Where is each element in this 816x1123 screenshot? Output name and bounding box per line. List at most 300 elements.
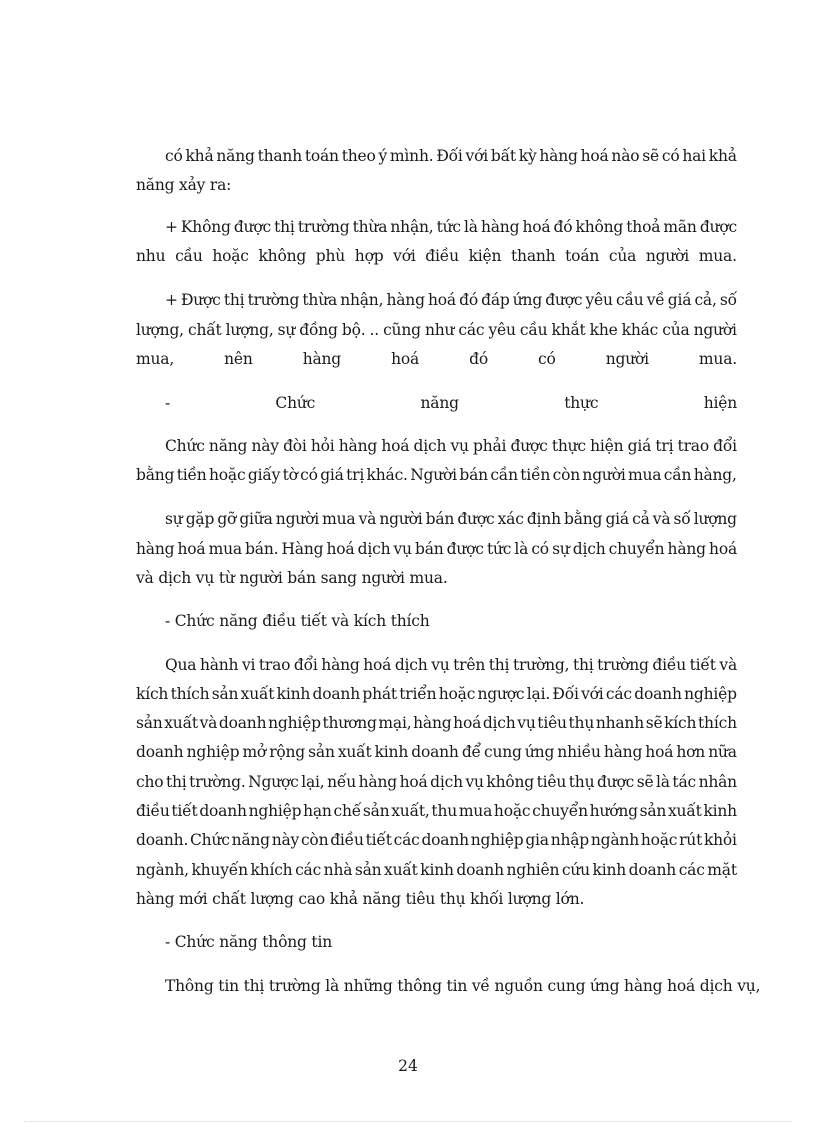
word: rút bbox=[679, 831, 703, 849]
word: nhận, bbox=[390, 218, 434, 236]
word: hướng bbox=[589, 802, 638, 820]
word: doanh. bbox=[136, 831, 189, 849]
word: các bbox=[458, 321, 485, 339]
word: hàng bbox=[321, 656, 360, 674]
word: và bbox=[199, 714, 218, 732]
word: kinh bbox=[374, 743, 409, 761]
word: mua bbox=[208, 540, 242, 558]
word: thu bbox=[431, 802, 458, 820]
word: mình. bbox=[389, 147, 434, 165]
word: tiêu bbox=[537, 714, 567, 732]
word: có bbox=[300, 466, 318, 484]
text-line bbox=[136, 713, 737, 733]
word: nữa bbox=[708, 743, 737, 761]
text-line bbox=[136, 860, 737, 880]
word: về bbox=[646, 291, 665, 309]
word: là bbox=[464, 218, 478, 236]
word: vụ bbox=[450, 437, 469, 455]
word: bằng bbox=[136, 466, 175, 484]
word: hàng bbox=[386, 291, 425, 309]
word: người bbox=[379, 510, 423, 528]
word: này bbox=[271, 831, 300, 849]
word: sự bbox=[552, 540, 570, 558]
word: lại, bbox=[301, 773, 325, 791]
word: nhân bbox=[698, 773, 737, 791]
word: nghiên bbox=[506, 861, 560, 879]
word: theo bbox=[341, 147, 376, 165]
word: cần bbox=[490, 466, 518, 484]
word: tiền bbox=[520, 466, 551, 484]
word: bất bbox=[490, 147, 516, 165]
word: phải bbox=[472, 437, 507, 455]
word: các bbox=[605, 685, 632, 703]
word: người bbox=[693, 321, 737, 339]
word: cần bbox=[663, 466, 692, 484]
word: doanh bbox=[634, 685, 682, 703]
word: nhận, bbox=[340, 291, 384, 309]
word: cầu bbox=[615, 291, 644, 309]
section-heading: - Chức năng điều tiết và kích thích bbox=[165, 612, 430, 630]
word: năng bbox=[208, 437, 248, 455]
word: doanh bbox=[421, 831, 469, 849]
word: có bbox=[165, 147, 183, 165]
page-number: 24 bbox=[398, 1057, 418, 1075]
word: vụ bbox=[465, 773, 484, 791]
word: doanh bbox=[411, 743, 459, 761]
word: sẽ bbox=[645, 714, 663, 732]
word: cung bbox=[483, 743, 522, 761]
word: điều bbox=[652, 656, 687, 674]
word: vụ bbox=[517, 714, 536, 732]
word: kinh bbox=[420, 861, 454, 879]
word: còn bbox=[552, 466, 580, 484]
word: các bbox=[393, 831, 420, 849]
word: vi bbox=[241, 656, 256, 674]
word: bán bbox=[425, 510, 455, 528]
text-line: Thông tin thị trường là những thông tin về nguồn cung ứng hàng hoá dịch vụ, bbox=[165, 977, 761, 995]
word: kích bbox=[664, 714, 697, 732]
word: hoá bbox=[645, 743, 674, 761]
word: nên bbox=[224, 350, 253, 368]
word: hợp bbox=[354, 247, 384, 265]
word: hàng bbox=[302, 350, 342, 368]
word: nghiệp bbox=[268, 714, 321, 732]
word: và bbox=[652, 510, 671, 528]
text-line bbox=[136, 320, 737, 340]
word: giá bbox=[627, 437, 652, 455]
text-line bbox=[165, 290, 737, 310]
word: giữa bbox=[239, 510, 273, 528]
word: Đối bbox=[552, 685, 579, 703]
word: mua. bbox=[698, 350, 737, 368]
word: hoặc bbox=[209, 466, 246, 484]
word: sự bbox=[165, 510, 183, 528]
word: thanh bbox=[257, 147, 302, 165]
word: thích bbox=[698, 714, 737, 732]
word: hoá bbox=[580, 147, 609, 165]
word: cầu bbox=[175, 247, 203, 265]
word: bán. bbox=[245, 540, 279, 558]
word: nghiệp bbox=[470, 831, 524, 849]
word: cứu bbox=[561, 861, 590, 879]
word: với bbox=[393, 247, 416, 265]
word: thừa bbox=[352, 218, 388, 236]
word: cả, bbox=[694, 291, 717, 309]
word: phù bbox=[315, 247, 346, 265]
word: thích bbox=[170, 685, 210, 703]
word: + bbox=[165, 291, 178, 309]
word: tiết bbox=[171, 802, 198, 820]
text-line bbox=[136, 684, 737, 704]
word: .. bbox=[369, 321, 379, 339]
word: như bbox=[424, 321, 455, 339]
word: sự bbox=[277, 321, 296, 339]
word: mua, bbox=[136, 350, 175, 368]
word: nhu bbox=[136, 247, 166, 265]
word: vụ bbox=[393, 540, 412, 558]
word: khắt bbox=[551, 321, 586, 339]
word: số bbox=[673, 510, 691, 528]
word: Đối bbox=[436, 147, 463, 165]
word: sẽ bbox=[642, 147, 659, 165]
word: hiện bbox=[703, 394, 737, 412]
word: có bbox=[531, 540, 549, 558]
word: được bbox=[596, 773, 635, 791]
word: thị bbox=[274, 218, 295, 236]
word: hơn bbox=[676, 743, 706, 761]
word: Ngược bbox=[248, 773, 299, 791]
word: là bbox=[656, 773, 670, 791]
word: Người bbox=[410, 466, 457, 484]
word: hoá bbox=[326, 540, 355, 558]
word: hoá bbox=[399, 773, 428, 791]
word: của bbox=[662, 321, 690, 339]
word: điều bbox=[330, 831, 364, 849]
word: được bbox=[510, 437, 548, 455]
word: đó bbox=[469, 350, 488, 368]
word: mua. bbox=[698, 247, 737, 265]
word: dịch bbox=[394, 656, 428, 674]
word: trường. bbox=[189, 773, 246, 791]
word: kiện bbox=[468, 247, 502, 265]
word: hàng, bbox=[693, 466, 737, 484]
word: hàng bbox=[667, 540, 706, 558]
word: hàng bbox=[603, 743, 643, 761]
word: dịch bbox=[357, 540, 391, 558]
word: đổi bbox=[713, 437, 737, 455]
word: được bbox=[457, 510, 495, 528]
word: lượng, bbox=[225, 321, 274, 339]
word: chuyển bbox=[532, 802, 588, 820]
word: Chức bbox=[275, 394, 316, 412]
word: khả bbox=[708, 147, 737, 165]
word: gỡ bbox=[217, 510, 237, 528]
text-line: hàng mới chất lượng cao khả năng tiêu thụ khối lượng lớn. bbox=[136, 890, 585, 908]
word: ngành bbox=[590, 831, 639, 849]
word: còn bbox=[300, 831, 329, 849]
word: xuất bbox=[384, 861, 418, 879]
word: đó bbox=[553, 218, 573, 236]
word: xuất bbox=[240, 685, 275, 703]
word: chế bbox=[333, 802, 362, 820]
word: nhanh bbox=[595, 714, 644, 732]
word: của bbox=[608, 247, 637, 265]
word: doanh bbox=[218, 714, 267, 732]
word: sản bbox=[308, 743, 335, 761]
word: trao bbox=[258, 656, 291, 674]
word: hoá bbox=[391, 350, 420, 368]
word: định bbox=[526, 510, 561, 528]
word: hai bbox=[682, 147, 706, 165]
word: - bbox=[165, 394, 171, 412]
word: doanh bbox=[628, 861, 677, 879]
word: thực bbox=[551, 437, 586, 455]
word: hỏi bbox=[310, 437, 335, 455]
word: không bbox=[258, 247, 307, 265]
word: thị bbox=[572, 656, 594, 674]
word: sản bbox=[136, 714, 163, 732]
text-line bbox=[136, 246, 737, 266]
word: thừa bbox=[302, 291, 338, 309]
word: tức bbox=[436, 218, 461, 236]
word: hàng bbox=[338, 437, 378, 455]
word: xuất bbox=[164, 714, 198, 732]
word: hoá bbox=[709, 540, 737, 558]
word: đổi bbox=[293, 656, 318, 674]
word: Không bbox=[180, 218, 231, 236]
word: xuất bbox=[337, 743, 372, 761]
text-line bbox=[136, 742, 737, 762]
word: sản bbox=[639, 802, 667, 820]
word: xác bbox=[497, 510, 524, 528]
word: thụ bbox=[568, 714, 595, 732]
word: hoá bbox=[177, 540, 206, 558]
word: ý bbox=[378, 147, 388, 165]
word: khuyến bbox=[191, 861, 248, 879]
word: nào bbox=[611, 147, 640, 165]
page-bottom-border bbox=[24, 1121, 792, 1122]
word: cầu bbox=[519, 321, 548, 339]
word: không bbox=[486, 773, 535, 791]
section-heading: - Chức năng thông tin bbox=[165, 933, 332, 951]
word: lượng bbox=[693, 510, 737, 528]
text-line bbox=[136, 539, 737, 559]
word: đòi bbox=[283, 437, 307, 455]
word: được bbox=[446, 540, 484, 558]
word: các bbox=[678, 861, 705, 879]
word: số bbox=[719, 291, 737, 309]
word: Được bbox=[180, 291, 221, 309]
word: khác. bbox=[366, 466, 408, 484]
word: thị bbox=[488, 656, 510, 674]
word: chuyển bbox=[608, 540, 665, 558]
word: + bbox=[165, 218, 178, 236]
word: tiết bbox=[365, 831, 392, 849]
word: nhiều bbox=[557, 743, 601, 761]
word: năng bbox=[231, 831, 270, 849]
text-line bbox=[165, 436, 737, 456]
word: hoặc bbox=[640, 831, 678, 849]
word: kỳ bbox=[518, 147, 537, 165]
word: người bbox=[605, 350, 649, 368]
word: có bbox=[538, 350, 556, 368]
word: toán bbox=[304, 147, 339, 165]
word: năng bbox=[420, 394, 459, 412]
word: người bbox=[645, 247, 690, 265]
word: yêu bbox=[585, 291, 613, 309]
word: không bbox=[575, 218, 624, 236]
word: hoá bbox=[381, 437, 410, 455]
word: điều bbox=[136, 802, 170, 820]
word: trường bbox=[297, 218, 350, 236]
word: hoặc bbox=[438, 685, 476, 703]
word: tiêu bbox=[536, 773, 567, 791]
word: giấy bbox=[247, 466, 281, 484]
word: nhà bbox=[323, 861, 353, 879]
word: toán bbox=[565, 247, 600, 265]
word: cũng bbox=[383, 321, 421, 339]
word: mua bbox=[628, 466, 662, 484]
word: kinh bbox=[276, 685, 311, 703]
word: nghiệp bbox=[186, 743, 240, 761]
word: doanh bbox=[456, 861, 504, 879]
word: Hàng bbox=[281, 540, 324, 558]
word: Qua bbox=[165, 656, 197, 674]
word: hoặc bbox=[212, 247, 249, 265]
word: chất bbox=[187, 321, 222, 339]
word: trị bbox=[655, 437, 674, 455]
word: nếu bbox=[327, 773, 357, 791]
word: được bbox=[699, 218, 737, 236]
word: hành bbox=[199, 656, 239, 674]
word: bộ. bbox=[341, 321, 366, 339]
word: xuất, bbox=[391, 802, 430, 820]
text-line bbox=[165, 217, 737, 237]
word: cả bbox=[632, 510, 650, 528]
word: hàng bbox=[136, 540, 175, 558]
word: là bbox=[514, 540, 529, 558]
word: trao bbox=[677, 437, 709, 455]
word: tờ bbox=[282, 466, 298, 484]
word: doanh bbox=[136, 743, 184, 761]
word: người bbox=[275, 510, 319, 528]
word: triển bbox=[399, 685, 437, 703]
word: hàng bbox=[358, 773, 397, 791]
word: gặp bbox=[185, 510, 215, 528]
text-line bbox=[165, 146, 737, 166]
word: khả bbox=[185, 147, 214, 165]
word: nhập bbox=[550, 831, 590, 849]
word: trường bbox=[597, 656, 649, 674]
text-line bbox=[165, 509, 737, 529]
text-line: và dịch vụ từ người bán sang người mua. bbox=[136, 569, 448, 587]
word: thị bbox=[166, 773, 187, 791]
word: bằng bbox=[564, 510, 603, 528]
word: hoặc bbox=[493, 802, 531, 820]
word: hiện bbox=[590, 437, 624, 455]
word: hoá bbox=[453, 714, 482, 732]
text-line: năng xảy ra: bbox=[136, 176, 232, 194]
word: mặt bbox=[707, 861, 737, 879]
word: thương bbox=[322, 714, 377, 732]
word: hoá bbox=[427, 291, 456, 309]
word: khe bbox=[589, 321, 618, 339]
word: đáp bbox=[481, 291, 510, 309]
word: sản bbox=[354, 861, 382, 879]
word: Chức bbox=[165, 437, 205, 455]
word: dịch bbox=[572, 540, 606, 558]
word: giá bbox=[605, 510, 629, 528]
word: phát bbox=[362, 685, 397, 703]
word: ứng bbox=[524, 743, 555, 761]
word: và bbox=[719, 656, 737, 674]
word: yêu bbox=[488, 321, 516, 339]
word: tác bbox=[672, 773, 696, 791]
word: mại, bbox=[378, 714, 412, 732]
word: trên bbox=[453, 656, 486, 674]
word: mua bbox=[322, 510, 356, 528]
word: nghiệp bbox=[248, 802, 302, 820]
word: kinh bbox=[592, 861, 627, 879]
word: cho bbox=[136, 773, 164, 791]
word: được bbox=[233, 218, 271, 236]
word: thanh bbox=[511, 247, 556, 265]
word: hàng bbox=[413, 714, 452, 732]
word: năng bbox=[216, 147, 255, 165]
word: gia bbox=[525, 831, 549, 849]
word: trường bbox=[247, 291, 300, 309]
word: doanh bbox=[312, 685, 360, 703]
word: có bbox=[661, 147, 680, 165]
word: điều bbox=[425, 247, 459, 265]
word: ứng bbox=[512, 291, 543, 309]
word: kinh bbox=[703, 802, 737, 820]
word: mua bbox=[458, 802, 493, 820]
word: với bbox=[581, 685, 604, 703]
word: bán bbox=[414, 540, 444, 558]
text-line bbox=[136, 772, 737, 792]
word: hạn bbox=[303, 802, 332, 820]
word: doanh bbox=[199, 802, 247, 820]
word: được bbox=[545, 291, 583, 309]
word: xuất bbox=[668, 802, 702, 820]
word: kích bbox=[136, 685, 169, 703]
text-line bbox=[165, 655, 737, 675]
word: giá bbox=[667, 291, 692, 309]
word: người bbox=[582, 466, 626, 484]
text-line bbox=[136, 465, 737, 485]
word: sản bbox=[362, 802, 390, 820]
word: khỏi bbox=[703, 831, 737, 849]
word: đồng bbox=[299, 321, 338, 339]
word: đó bbox=[459, 291, 478, 309]
word: ngược bbox=[477, 685, 525, 703]
word: trường, bbox=[512, 656, 570, 674]
word: tức bbox=[486, 540, 512, 558]
word: tiết bbox=[689, 656, 716, 674]
word: mãn bbox=[663, 218, 697, 236]
text-line bbox=[136, 830, 737, 850]
word: sản bbox=[211, 685, 239, 703]
word: thoả bbox=[626, 218, 661, 236]
word: hàng bbox=[539, 147, 578, 165]
section-heading bbox=[165, 393, 737, 413]
word: thực bbox=[564, 394, 599, 412]
word: bán bbox=[459, 466, 488, 484]
word: thụ bbox=[568, 773, 595, 791]
word: các bbox=[295, 861, 322, 879]
word: Chức bbox=[190, 831, 230, 849]
